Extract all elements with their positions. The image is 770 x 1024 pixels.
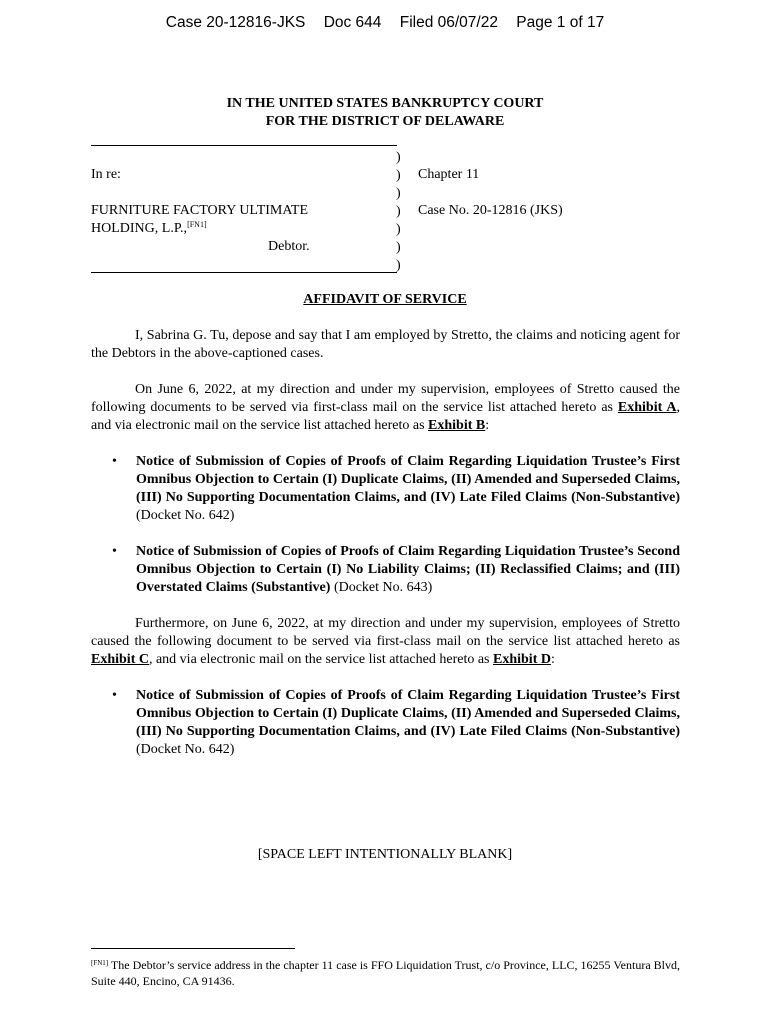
document-title: AFFIDAVIT OF SERVICE <box>303 292 467 307</box>
filed-date-header: Filed 06/07/22 <box>399 14 498 31</box>
caption-top-rule <box>91 145 397 146</box>
list-item: • Notice of Submission of Copies of Proofs of Claim Regarding Liquidation Trustee’s First Omnibus Objection to Certain (I) Duplicate Claims, (II) Amended and Superseded Claims, (III) No Supporting Documentation Claims, and (IV) Late Filed Claims (Non-Substantive) (Docket No. 642) <box>112 688 680 757</box>
footnote-marker: [FN1] <box>187 220 207 229</box>
filing-header <box>0 14 770 32</box>
bullet-icon: • <box>112 544 117 559</box>
debtor-name-line-2: HOLDING, L.P.,[FN1] <box>91 220 207 236</box>
case-number-header: Case 20-12816-JKS <box>165 14 306 31</box>
exhibit-b-ref: Exhibit B <box>428 418 486 433</box>
footnote-marker: [FN1] <box>91 959 109 967</box>
caption-parentheses: ) ) ) ) ) ) ) <box>396 150 401 273</box>
court-line-1: IN THE UNITED STATES BANKRUPTCY COURT <box>226 96 544 111</box>
footnote-rule <box>91 948 295 949</box>
list-item: • Notice of Submission of Copies of Proofs of Claim Regarding Liquidation Trustee’s Second Omnibus Objection to Certain (I) No Liability Claims; (II) Reclassified Claims; and (III) Overstated Claims (Substantive) (Docket No. 643) <box>112 544 680 595</box>
debtor-name-line-1: FURNITURE FACTORY ULTIMATE <box>91 203 309 218</box>
bullet-icon: • <box>112 454 117 469</box>
exhibit-c-ref: Exhibit C <box>91 652 149 667</box>
in-re-label: In re: <box>91 167 121 182</box>
list-item: • Notice of Submission of Copies of Proofs of Claim Regarding Liquidation Trustee’s First Omnibus Objection to Certain (I) Duplicate Claims, (II) Amended and Superseded Claims, (III) No Supporting Documentation Claims, and (IV) Late Filed Claims (Non-Substantive) (Docket No. 642) <box>112 454 680 523</box>
bullet-icon: • <box>112 688 117 703</box>
footnote: [FN1] The Debtor’s service address in the chapter 11 case is FFO Liquidation Trust, c/o Province, LLC, 16255 Ventura Blvd, Suite 440, Encino, CA 91436. <box>91 958 680 988</box>
court-line-2: FOR THE DISTRICT OF DELAWARE <box>265 114 505 129</box>
chapter-label: Chapter 11 <box>418 167 480 182</box>
caption-bottom-rule <box>91 272 397 273</box>
court-heading <box>0 95 770 131</box>
debtor-label: Debtor. <box>268 239 310 254</box>
page-count-header: Page 1 of 17 <box>516 14 605 31</box>
space-left-blank-notice: [SPACE LEFT INTENTIONALLY BLANK] <box>257 847 513 862</box>
exhibit-a-ref: Exhibit A <box>617 400 677 415</box>
exhibit-d-ref: Exhibit D <box>493 652 551 667</box>
paragraph-intro: I, Sabrina G. Tu, depose and say that I am employed by Stretto, the claims and noticing agent for the Debtors in the above-captioned cases. <box>91 328 680 361</box>
doc-number-header: Doc 644 <box>323 14 382 31</box>
paragraph-service-2: Furthermore, on June 6, 2022, at my direction and under my supervision, employees of Stretto caused the following document to be served via first-class mail on the service list attached hereto as Exhibit C, and via electronic mail on the service list attached hereto as Exhibit D: <box>91 616 680 667</box>
paragraph-service-1: On June 6, 2022, at my direction and under my supervision, employees of Stretto caused the following documents to be served via first-class mail on the service list attached hereto as Exhibit A, and via electronic mail on the service list attached hereto as Exhibit B: <box>91 382 680 433</box>
case-number: Case No. 20-12816 (JKS) <box>418 203 563 218</box>
